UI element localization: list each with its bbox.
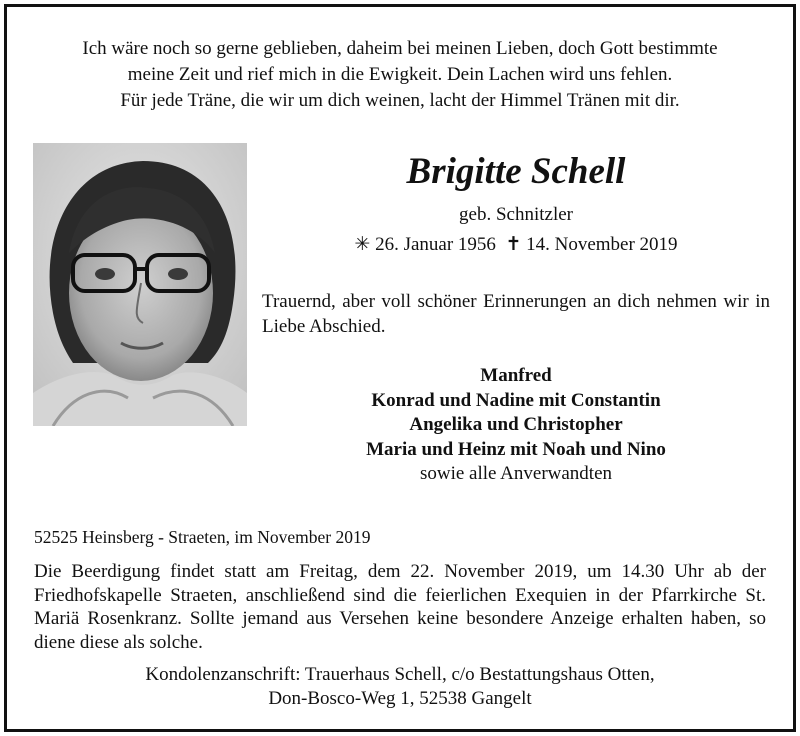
mourners-list xyxy=(262,364,770,487)
mourner: Angelika und Christopher xyxy=(409,414,623,435)
portrait-photo xyxy=(33,143,247,426)
verse-line: Ich wäre noch so gerne geblieben, daheim bei meinen Lieben, doch Gott bestimmte xyxy=(82,38,718,59)
death-date: 14. November 2019 xyxy=(526,234,678,255)
condolence-address xyxy=(20,663,780,711)
farewell-message: Trauernd, aber voll schöner Erinnerungen an dich nehmen wir in Liebe Abschied. xyxy=(262,291,770,337)
condolence-line: Kondolenzanschrift: Trauerhaus Schell, c/o Bestattungshaus Otten, xyxy=(145,664,655,685)
funeral-details: Die Beerdigung findet statt am Freitag, dem 22. November 2019, um 14.30 Uhr ab der Friedhofskapelle Straeten, anschließend sind die feierlichen Exequien in der Pfarrkirche St. Mariä Rosenkranz. Sollte jemand aus Versehen keine besondere Anzeige erhalten haben, so diene diese als solche. xyxy=(34,561,766,653)
relatives-line: sowie alle Anverwandten xyxy=(419,463,613,484)
death-cross-icon: ✝ xyxy=(505,234,522,255)
place-date: 52525 Heinsberg - Straeten, im November 2019 xyxy=(34,527,371,547)
condolence-line: Don-Bosco-Weg 1, 52538 Gangelt xyxy=(268,688,532,709)
birth-star-icon: ✳ xyxy=(354,234,371,255)
life-dates xyxy=(262,233,770,256)
birth-date: 26. Januar 1956 xyxy=(375,234,496,255)
birth-name: geb. Schnitzler xyxy=(459,204,573,225)
deceased-name: Brigitte Schell xyxy=(406,151,626,192)
verse-line: meine Zeit und rief mich in die Ewigkeit. Dein Lachen wird uns fehlen. xyxy=(127,64,673,85)
mourner: Maria und Heinz mit Noah und Nino xyxy=(366,438,666,460)
mourner: Manfred xyxy=(480,365,552,386)
intro-verse xyxy=(20,36,780,114)
verse-line: Für jede Träne, die wir um dich weinen, lacht der Himmel Tränen mit dir. xyxy=(120,90,680,111)
mourner: Konrad und Nadine mit Constantin xyxy=(371,389,661,411)
